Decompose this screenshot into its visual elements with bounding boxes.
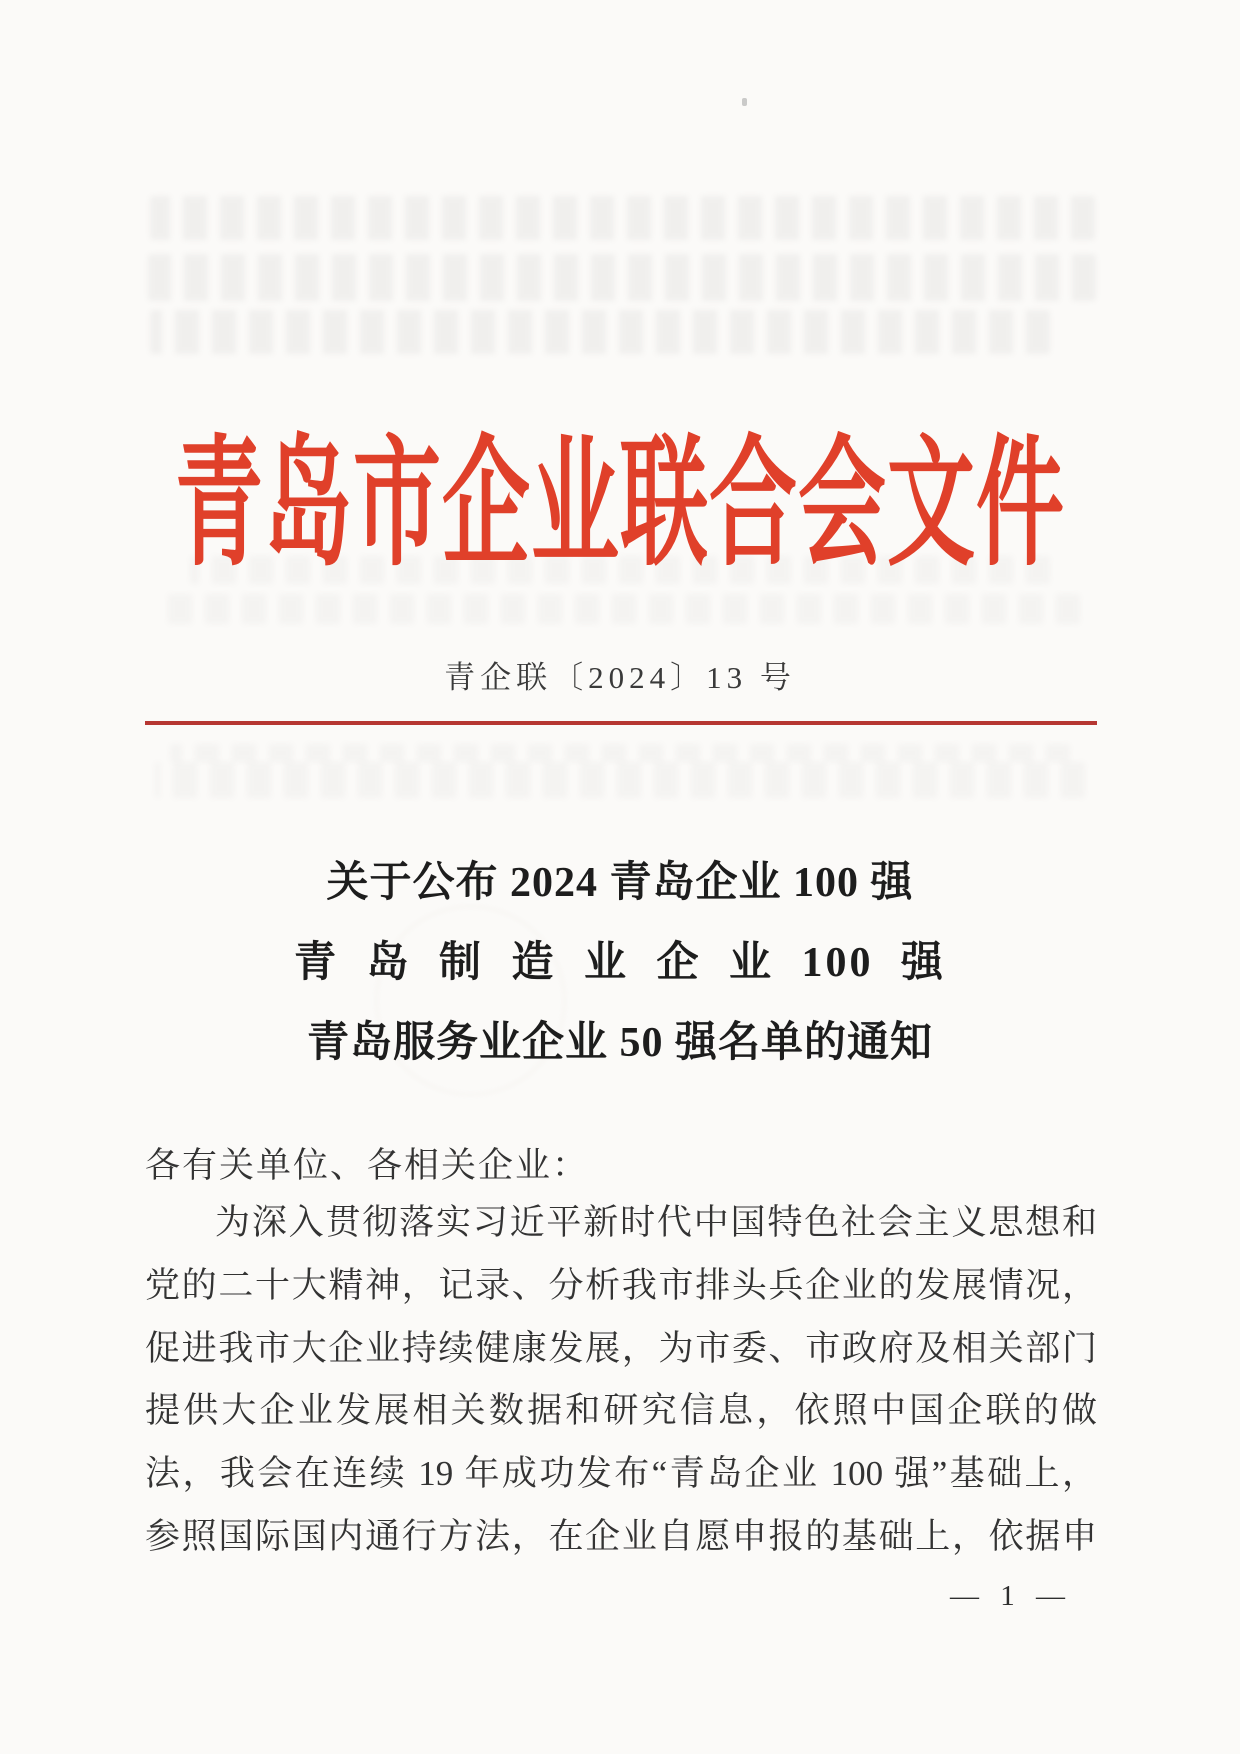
bleedthrough-text — [160, 594, 1080, 624]
body-paragraph — [145, 1192, 1097, 1569]
doc-number: 青企联〔2024〕13 号 — [444, 660, 796, 695]
bleedthrough-text — [150, 310, 1050, 354]
body-line: 参照国际国内通行方法，在企业自愿申报的基础上，依据申 — [145, 1516, 1097, 1556]
org-title: 青岛市企业联合会文件 — [174, 428, 1065, 584]
notice-title — [0, 843, 1240, 1083]
bleedthrough-text — [150, 196, 1095, 240]
bleedthrough-text — [170, 744, 1070, 762]
notice-title-line-3: 青岛服务业企业 50 强名单的通知 — [306, 1020, 933, 1066]
salutation: 各有关单位、各相关企业： — [145, 1146, 590, 1185]
body-line: 为深入贯彻落实习近平新时代中国特色社会主义思想和 — [215, 1203, 1097, 1242]
page-number: — 1 — — [950, 1580, 1072, 1612]
body-line: 促进我市大企业持续健康发展，为市委、市政府及相关部门 — [145, 1328, 1097, 1368]
body-line: 提供大企业发展相关数据和研究信息，依照中国企联的做 — [145, 1391, 1097, 1431]
red-rule — [145, 721, 1097, 725]
body-line: 法，我会在连续 19 年成功发布“青岛企业 100 强”基础上， — [145, 1454, 1097, 1494]
body-line: 党的二十大精神，记录、分析我市排头兵企业的发展情况， — [145, 1265, 1097, 1305]
bleedthrough-text — [155, 762, 1085, 798]
notice-title-line-1: 关于公布 2024 青岛企业 100 强 — [326, 860, 914, 906]
bleedthrough-text — [148, 254, 1096, 301]
scan-speck — [742, 98, 747, 106]
notice-title-line-2: 青 岛 制 造 业 企 业 100 强 — [293, 940, 946, 986]
